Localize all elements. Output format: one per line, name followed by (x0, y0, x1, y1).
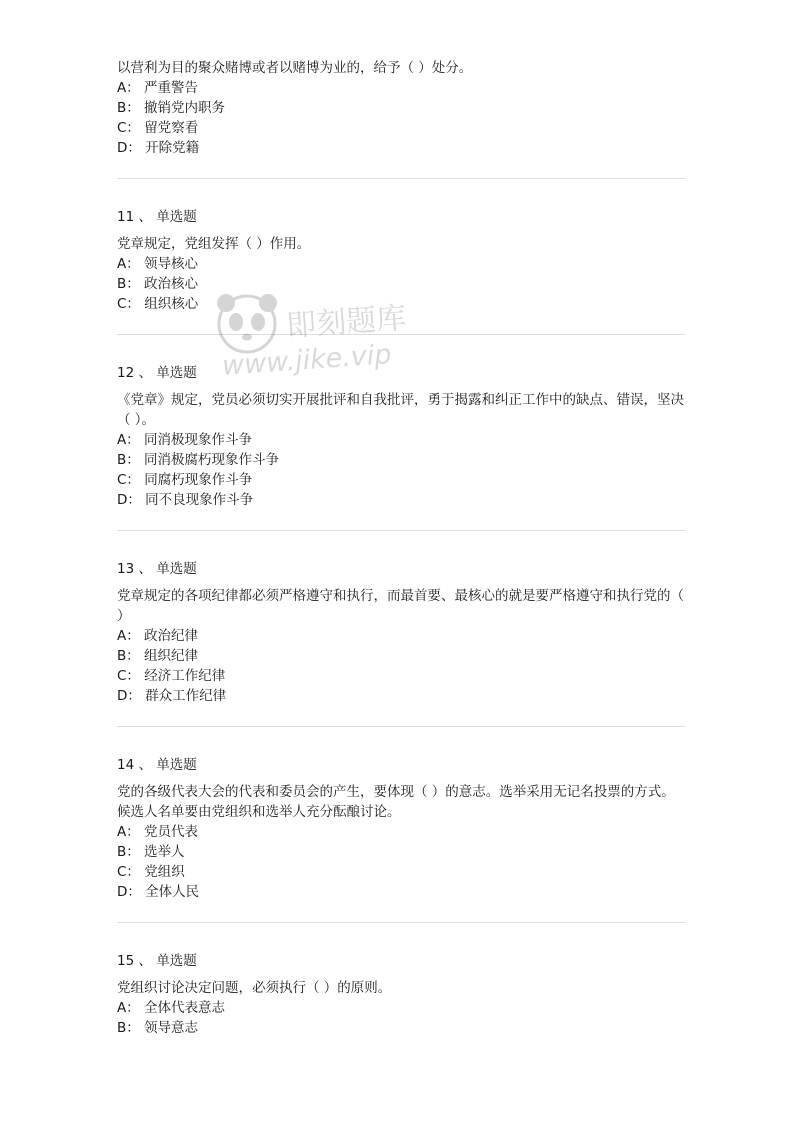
divider (117, 178, 685, 179)
question-stem: 党章规定的各项纪律都必须严格遵守和执行，而最首要、最核心的就是要严格遵守和执行党的（ ） (117, 588, 684, 624)
question-header: 14 、 单选题 (117, 757, 197, 773)
watermark-text-cn: 即刻题库 (285, 300, 408, 345)
question-header: 15 、 单选题 (117, 953, 197, 969)
question-list (117, 58, 685, 1056)
divider (117, 922, 685, 923)
option-d[interactable]: D： 同不良现象作斗争 (117, 492, 254, 508)
question-12 (117, 363, 685, 528)
option-b[interactable]: B： 组织纪律 (117, 648, 199, 664)
divider (117, 530, 685, 531)
divider (117, 726, 685, 727)
question-header: 11 、 单选题 (117, 209, 197, 225)
divider (117, 334, 685, 335)
option-a[interactable]: A： 全体代表意志 (117, 1000, 226, 1016)
question-stem: 党的各级代表大会的代表和委员会的产生，要体现（ ）的意志。选举采用无记名投票的方式。候选人名单要由党组织和选举人充分酝酿讨论。 (117, 784, 675, 820)
option-b[interactable]: B： 撤销党内职务 (117, 100, 226, 116)
option-a[interactable]: A： 严重警告 (117, 80, 199, 96)
option-c[interactable]: C： 党组织 (117, 864, 185, 880)
option-b[interactable]: B： 领导意志 (117, 1020, 199, 1036)
option-c[interactable]: C： 留党察看 (117, 120, 199, 136)
question-stem: 以营利为目的聚众赌博或者以赌博为业的，给予（ ）处分。 (117, 60, 473, 76)
option-b[interactable]: B： 同消极腐朽现象作斗争 (117, 452, 280, 468)
question-15 (117, 951, 685, 1056)
question-13 (117, 559, 685, 724)
option-a[interactable]: A： 领导核心 (117, 256, 199, 272)
option-c[interactable]: C： 组织核心 (117, 296, 199, 312)
watermark-text-en: www.jike.vip (221, 339, 393, 382)
option-a[interactable]: A： 政治纪律 (117, 628, 199, 644)
option-a[interactable]: A： 党员代表 (117, 824, 199, 840)
option-c[interactable]: C： 经济工作纪律 (117, 668, 226, 684)
question-header: 13 、 单选题 (117, 561, 197, 577)
question-10 (117, 58, 685, 176)
question-header: 12 、 单选题 (117, 365, 197, 381)
option-d[interactable]: D： 群众工作纪律 (117, 688, 227, 704)
option-a[interactable]: A： 同消极现象作斗争 (117, 432, 253, 448)
option-b[interactable]: B： 政治核心 (117, 276, 199, 292)
question-stem: 《党章》规定，党员必须切实开展批评和自我批评，勇于揭露和纠正工作中的缺点、错误，坚决（ ）。 (117, 392, 684, 428)
option-b[interactable]: B： 选举人 (117, 844, 185, 860)
question-stem: 党组织讨论决定问题，必须执行（ ）的原则。 (117, 980, 392, 996)
question-14 (117, 755, 685, 920)
option-d[interactable]: D： 开除党籍 (117, 140, 200, 156)
question-11 (117, 207, 685, 332)
question-stem: 党章规定，党组发挥（ ）作用。 (117, 236, 311, 252)
option-c[interactable]: C： 同腐朽现象作斗争 (117, 472, 253, 488)
option-d[interactable]: D： 全体人民 (117, 884, 200, 900)
